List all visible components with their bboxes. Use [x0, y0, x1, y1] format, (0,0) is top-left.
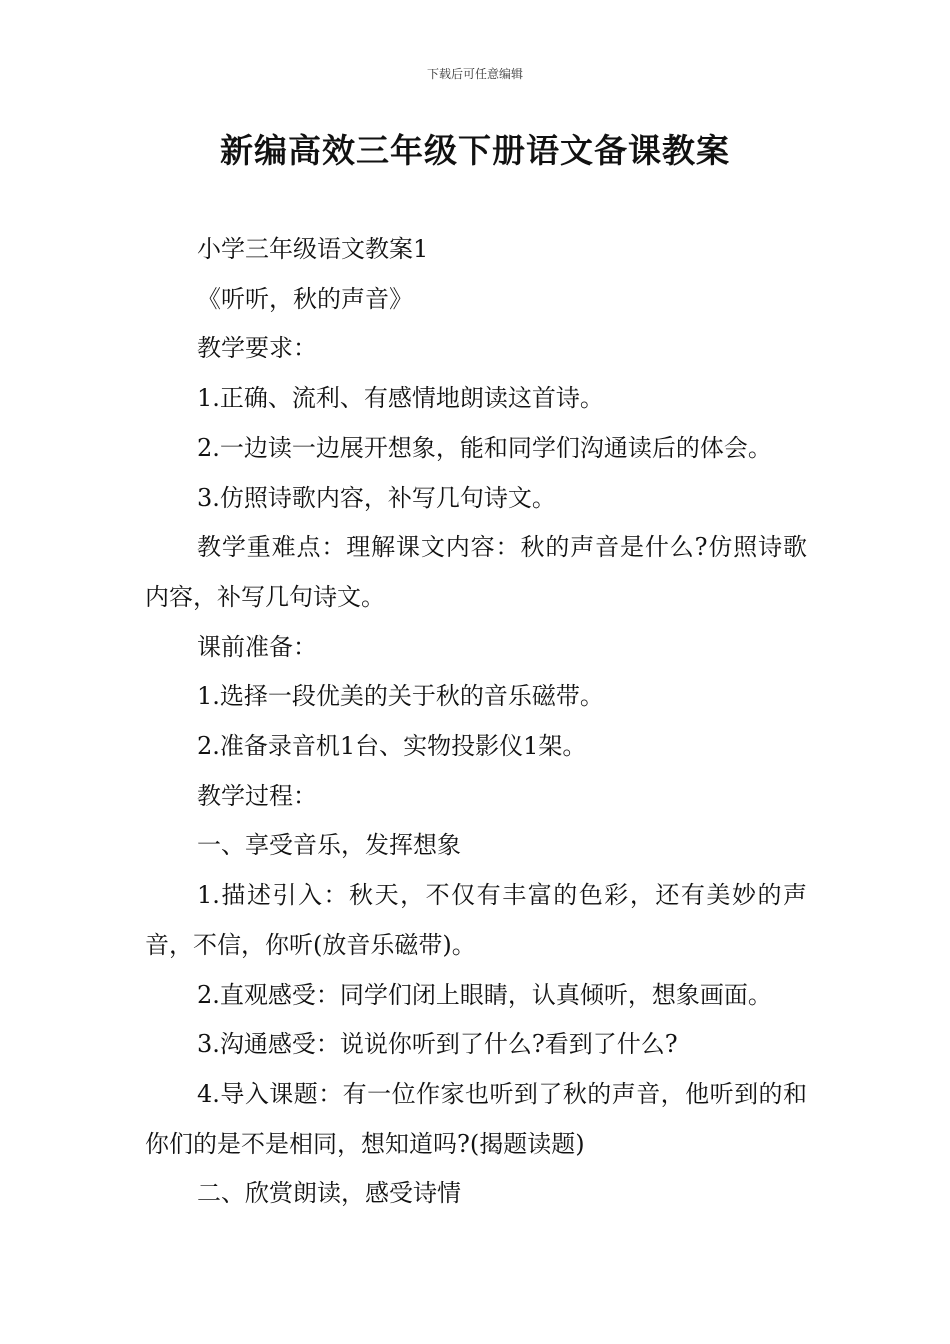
- paragraph-process-heading: 教学过程：: [197, 781, 317, 810]
- paragraph-key-points: 教学重难点：理解课文内容：秋的声音是什么?仿照诗歌内容，补写几句诗文。: [145, 533, 807, 611]
- paragraph-step-1: 1.描述引入：秋天，不仅有丰富的色彩，还有美妙的声音，不信，你听(放音乐磁带)。: [145, 881, 807, 959]
- paragraph-lesson-heading: 小学三年级语文教案1: [197, 235, 429, 263]
- paragraph-requirements-heading: 教学要求：: [197, 334, 317, 363]
- paragraph-lesson-title: 《听听，秋的声音》: [197, 284, 413, 313]
- paragraph-step-2: 2.直观感受：同学们闭上眼睛，认真倾听，想象画面。: [197, 980, 772, 1009]
- document-title: 新编高效三年级下册语文备课教案: [220, 131, 730, 170]
- paragraph-section-1-heading: 一、享受音乐，发挥想象: [197, 831, 461, 860]
- paragraph-step-3: 3.沟通感受：说说你听到了什么?看到了什么?: [197, 1030, 678, 1059]
- paragraph-requirement-2: 2.一边读一边展开想象，能和同学们沟通读后的体会。: [197, 433, 772, 462]
- document-body: [145, 225, 807, 1219]
- page-header-note: 下载后可任意编辑: [426, 67, 523, 81]
- paragraph-preparation-heading: 课前准备：: [197, 632, 317, 661]
- paragraph-requirement-3: 3.仿照诗歌内容，补写几句诗文。: [197, 483, 556, 512]
- paragraph-preparation-2: 2.准备录音机1台、实物投影仪1架。: [197, 732, 587, 761]
- paragraph-preparation-1: 1.选择一段优美的关于秋的音乐磁带。: [197, 682, 604, 711]
- paragraph-step-4: 4.导入课题：有一位作家也听到了秋的声音，他听到的和你们的是不是相同，想知道吗?(揭题读题): [145, 1079, 807, 1158]
- paragraph-section-2-heading: 二、欣赏朗读，感受诗情: [197, 1179, 461, 1208]
- paragraph-requirement-1: 1.正确、流利、有感情地朗读这首诗。: [197, 384, 604, 413]
